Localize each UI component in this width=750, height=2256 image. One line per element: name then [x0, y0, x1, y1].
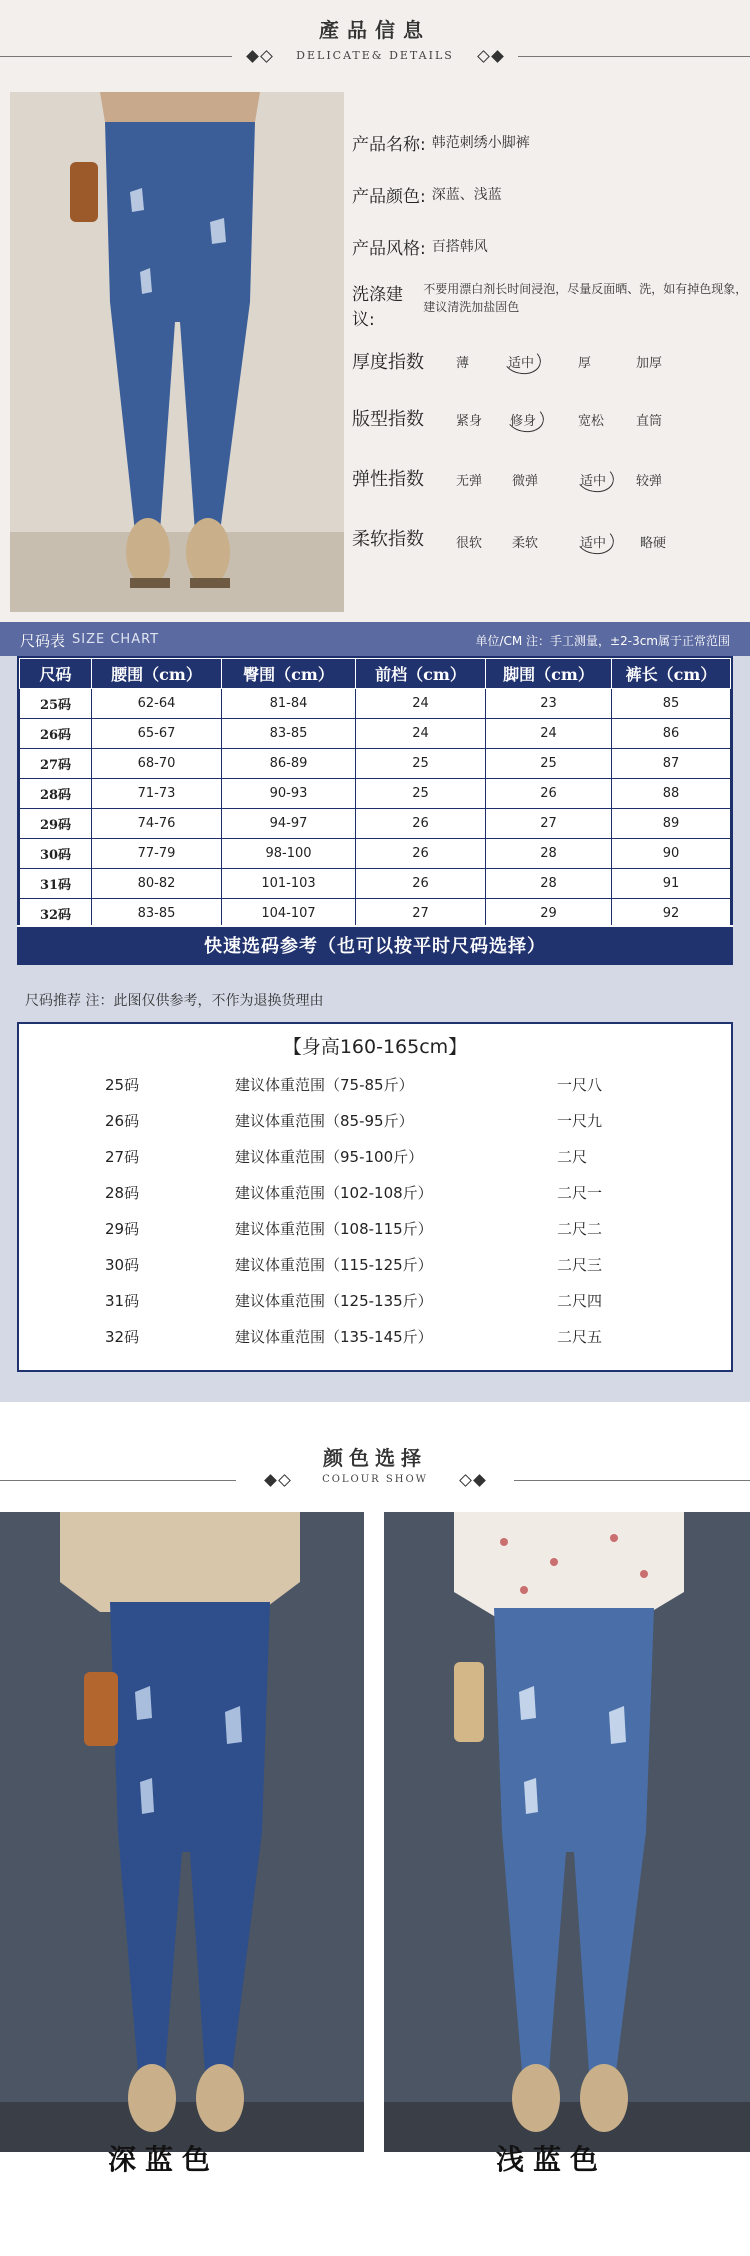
- size-chart-title: 尺码表: [20, 632, 66, 650]
- recommend-weight: 建议体重范围（85-95斤）: [235, 1112, 414, 1130]
- recommend-weight: 建议体重范围（108-115斤）: [235, 1220, 433, 1238]
- table-cell: 86: [612, 719, 731, 749]
- field-value: 韩范刺绣小脚裤: [431, 135, 530, 151]
- size-chart-note: 单位/CM 注：手工测量，±2-3cm属于正常范围: [475, 634, 730, 648]
- table-cell: 25: [486, 749, 612, 779]
- selected-circle: [574, 461, 616, 495]
- table-cell: 62-64: [92, 689, 222, 719]
- table-row: [20, 689, 731, 719]
- recommend-size: 28码: [105, 1184, 140, 1202]
- table-cell: 31码: [20, 869, 92, 899]
- table-cell: 27: [486, 809, 612, 839]
- size-chart-header: [0, 622, 750, 656]
- recommend-waist: 二尺四: [557, 1292, 603, 1310]
- recommend-weight: 建议体重范围（135-145斤）: [235, 1328, 433, 1346]
- table-cell: 65-67: [92, 719, 222, 749]
- product-info-section: [0, 0, 750, 622]
- recommend-weight: 建议体重范围（95-100斤）: [235, 1148, 424, 1166]
- table-header-row: [20, 659, 731, 689]
- table-cell: 98-100: [222, 839, 356, 869]
- table-cell: 25码: [20, 689, 92, 719]
- table-cell: 90: [612, 839, 731, 869]
- recommend-row: [19, 1182, 731, 1206]
- table-row: [20, 779, 731, 809]
- recommend-waist: 二尺五: [557, 1328, 603, 1346]
- table-cell: 91: [612, 869, 731, 899]
- recommend-row: [19, 1290, 731, 1314]
- model-illustration: [10, 92, 344, 612]
- table-cell: 80-82: [92, 869, 222, 899]
- index-option: 略硬: [640, 536, 667, 551]
- table-row: [20, 719, 731, 749]
- recommend-row: [19, 1218, 731, 1242]
- dark-blue-photo: [0, 1512, 364, 2152]
- table-cell: 94-97: [222, 809, 356, 839]
- field-label: 产品颜色:: [352, 186, 426, 207]
- table-cell: 27码: [20, 749, 92, 779]
- table-cell: 24: [356, 719, 486, 749]
- table-cell: 83-85: [92, 899, 222, 929]
- recommend-row: [19, 1074, 731, 1098]
- index-label: 柔软指数: [352, 529, 424, 550]
- field-label: 产品风格:: [352, 238, 426, 259]
- index-option-selected: 适中: [508, 356, 535, 371]
- model-photo: [10, 92, 344, 612]
- recommend-note: 尺码推荐 注：此图仅供参考，不作为退换货理由: [25, 993, 324, 1009]
- index-option: 厚: [578, 356, 592, 371]
- index-option: 很软: [456, 536, 483, 551]
- selected-circle: [574, 523, 616, 557]
- column-header: 前档（cm）: [356, 659, 486, 689]
- recommend-row: [19, 1146, 731, 1170]
- index-option-selected: 适中: [580, 474, 607, 489]
- table-cell: 74-76: [92, 809, 222, 839]
- recommend-size: 29码: [105, 1220, 140, 1238]
- table-cell: 27: [356, 899, 486, 929]
- field-value: 深蓝、浅蓝: [431, 187, 502, 203]
- index-option: 直筒: [636, 414, 663, 429]
- product-info-title: 產品信息: [319, 18, 431, 42]
- table-row: [20, 749, 731, 779]
- table-row: [20, 839, 731, 869]
- table-cell: 23: [486, 689, 612, 719]
- index-fit: [352, 402, 442, 434]
- index-option: 宽松: [578, 414, 605, 429]
- recommend-size: 32码: [105, 1328, 140, 1346]
- table-cell: 29码: [20, 809, 92, 839]
- table-cell: 90-93: [222, 779, 356, 809]
- field-name: [352, 126, 530, 158]
- table-cell: 26: [356, 839, 486, 869]
- table-cell: 26: [486, 779, 612, 809]
- table-cell: 83-85: [222, 719, 356, 749]
- table-cell: 25: [356, 749, 486, 779]
- table-cell: 26: [356, 809, 486, 839]
- index-thickness: [352, 345, 442, 377]
- dark-blue-model: [0, 1512, 364, 2152]
- recommend-weight: 建议体重范围（75-85斤）: [235, 1076, 414, 1094]
- recommend-box: [17, 1022, 733, 1372]
- recommend-waist: 一尺九: [557, 1112, 603, 1130]
- table-cell: 28: [486, 869, 612, 899]
- recommend-size: 27码: [105, 1148, 140, 1166]
- quick-size-banner: 快速选码参考（也可以按平时尺码选择）: [17, 925, 733, 965]
- table-row: [20, 899, 731, 929]
- size-table: [17, 656, 733, 931]
- column-header: 臀围（cm）: [222, 659, 356, 689]
- index-option: 薄: [456, 356, 470, 371]
- table-cell: 87: [612, 749, 731, 779]
- color-subtitle: COLOUR SHOW: [322, 1474, 428, 1485]
- index-option: 柔软: [512, 536, 539, 551]
- recommend-size: 31码: [105, 1292, 140, 1310]
- recommend-row: [19, 1254, 731, 1278]
- index-option-selected: 修身: [510, 414, 537, 429]
- field-wash: [352, 280, 750, 330]
- recommend-waist: 二尺: [557, 1148, 588, 1166]
- selected-circle: [501, 343, 543, 377]
- field-label: 产品名称:: [352, 134, 426, 155]
- table-cell: 28码: [20, 779, 92, 809]
- column-header: 脚围（cm）: [486, 659, 612, 689]
- table-cell: 30码: [20, 839, 92, 869]
- table-cell: 88: [612, 779, 731, 809]
- index-elasticity: [352, 462, 442, 494]
- recommend-waist: 一尺八: [557, 1076, 603, 1094]
- table-cell: 104-107: [222, 899, 356, 929]
- table-cell: 29: [486, 899, 612, 929]
- table-cell: 28: [486, 839, 612, 869]
- index-option: 较弹: [636, 474, 663, 489]
- index-option: 紧身: [456, 414, 483, 429]
- table-row: [20, 809, 731, 839]
- recommend-waist: 二尺三: [557, 1256, 603, 1274]
- table-cell: 26码: [20, 719, 92, 749]
- column-header: 裤长（cm）: [612, 659, 731, 689]
- table-cell: 86-89: [222, 749, 356, 779]
- table-cell: 25: [356, 779, 486, 809]
- recommend-size: 30码: [105, 1256, 140, 1274]
- recommend-height-title: 【身高160-165cm】: [282, 1036, 468, 1058]
- table-cell: 24: [486, 719, 612, 749]
- color-title: 颜色选择: [323, 1446, 427, 1470]
- light-blue-model: [384, 1512, 750, 2152]
- index-option: 微弹: [512, 474, 539, 489]
- column-header: 腰围（cm）: [92, 659, 222, 689]
- recommend-waist: 二尺二: [557, 1220, 603, 1238]
- index-label: 版型指数: [352, 409, 424, 430]
- table-cell: 26: [356, 869, 486, 899]
- color-label-light: 浅蓝色: [496, 2143, 608, 2176]
- divider-right: [514, 1480, 750, 1481]
- color-label-dark: 深蓝色: [108, 2143, 220, 2176]
- table-cell: 81-84: [222, 689, 356, 719]
- index-label: 厚度指数: [352, 352, 424, 373]
- table-row: [20, 869, 731, 899]
- table-cell: 85: [612, 689, 731, 719]
- divider-right: [518, 56, 750, 57]
- recommend-weight: 建议体重范围（102-108斤）: [235, 1184, 433, 1202]
- table-cell: 92: [612, 899, 731, 929]
- recommend-row: [19, 1110, 731, 1134]
- table-cell: 24: [356, 689, 486, 719]
- field-value: 百搭韩风: [431, 239, 488, 255]
- size-chart-title-en: SIZE CHART: [72, 632, 160, 647]
- color-section: [0, 1402, 750, 2256]
- recommend-row: [19, 1326, 731, 1350]
- field-style: [352, 230, 488, 262]
- recommend-weight: 建议体重范围（115-125斤）: [235, 1256, 433, 1274]
- index-option: 无弹: [456, 474, 483, 489]
- table-cell: 71-73: [92, 779, 222, 809]
- table-cell: 68-70: [92, 749, 222, 779]
- table-cell: 101-103: [222, 869, 356, 899]
- product-info-subtitle: DELICATE& DETAILS: [296, 49, 454, 62]
- table-cell: 32码: [20, 899, 92, 929]
- index-option: 加厚: [636, 356, 663, 371]
- field-color: [352, 178, 502, 210]
- index-label: 弹性指数: [352, 469, 424, 490]
- light-blue-photo: [384, 1512, 750, 2152]
- recommend-size: 25码: [105, 1076, 140, 1094]
- size-chart-section: [0, 622, 750, 1402]
- recommend-size: 26码: [105, 1112, 140, 1130]
- recommend-weight: 建议体重范围（125-135斤）: [235, 1292, 433, 1310]
- field-label: 洗涤建议:: [352, 285, 403, 330]
- field-value: 不要用漂白剂长时间浸泡，尽量反面晒、洗，如有掉色现象，建议清洗加盐固色: [423, 282, 748, 314]
- index-softness: [352, 522, 442, 554]
- selected-circle: [504, 401, 546, 435]
- recommend-waist: 二尺一: [557, 1184, 603, 1202]
- table-cell: 77-79: [92, 839, 222, 869]
- column-header: 尺码: [20, 659, 92, 689]
- index-option-selected: 适中: [580, 536, 607, 551]
- table-cell: 89: [612, 809, 731, 839]
